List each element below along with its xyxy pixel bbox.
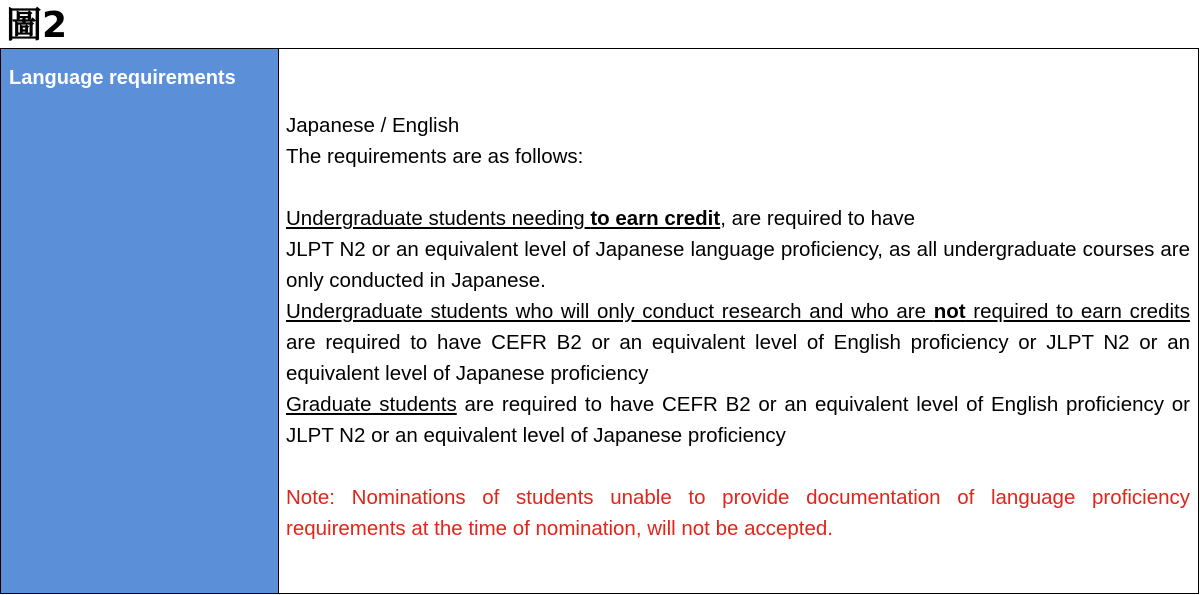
undergrad-credit-body: JLPT N2 or an equivalent level of Japanese language proficiency, as all undergraduate courses are only conducted in Japanese.: [286, 238, 1190, 292]
figure-label: 圖2: [6, 5, 68, 46]
undergrad-credit-lead-rest: , are required to have: [720, 207, 916, 230]
undergrad-research-underlined-2: required to earn credits: [965, 300, 1190, 323]
undergrad-credit-lead-bold: to earn credit: [590, 207, 721, 230]
undergrad-credit-lead: [286, 203, 1190, 234]
label-cell: [1, 49, 279, 593]
undergrad-research-rest: are required to have CEFR B2 or an equivalent level of English proficiency or JLPT N2 or an equivalent level of Japanese proficiency: [286, 331, 1190, 385]
intro-line: The requirements are as follows:: [286, 145, 584, 168]
undergrad-research-paragraph: [286, 296, 1190, 389]
undergrad-research-not: not: [933, 300, 966, 323]
undergrad-research-underlined-1: Undergraduate students who will only conduct research and who are: [286, 300, 934, 323]
undergrad-credit-lead-underlined: Undergraduate students needing: [286, 207, 591, 230]
languages-line: Japanese / English: [286, 114, 460, 137]
spacer: [286, 172, 1190, 203]
graduate-underlined: Graduate students: [286, 393, 457, 416]
nomination-note: Note: Nominations of students unable to provide documentation of language proficiency requirements at the time of nomination, will not be accepted.: [286, 486, 1190, 540]
graduate-paragraph: [286, 389, 1190, 451]
content-cell: [279, 49, 1198, 593]
language-requirements-label: Language requirements: [9, 67, 236, 89]
requirements-table: [0, 48, 1199, 594]
graduate-rest: are required to have CEFR B2 or an equivalent level of English proficiency or JLPT N2 or an equivalent level of Japanese proficiency: [286, 393, 1190, 447]
spacer: [286, 451, 1190, 482]
